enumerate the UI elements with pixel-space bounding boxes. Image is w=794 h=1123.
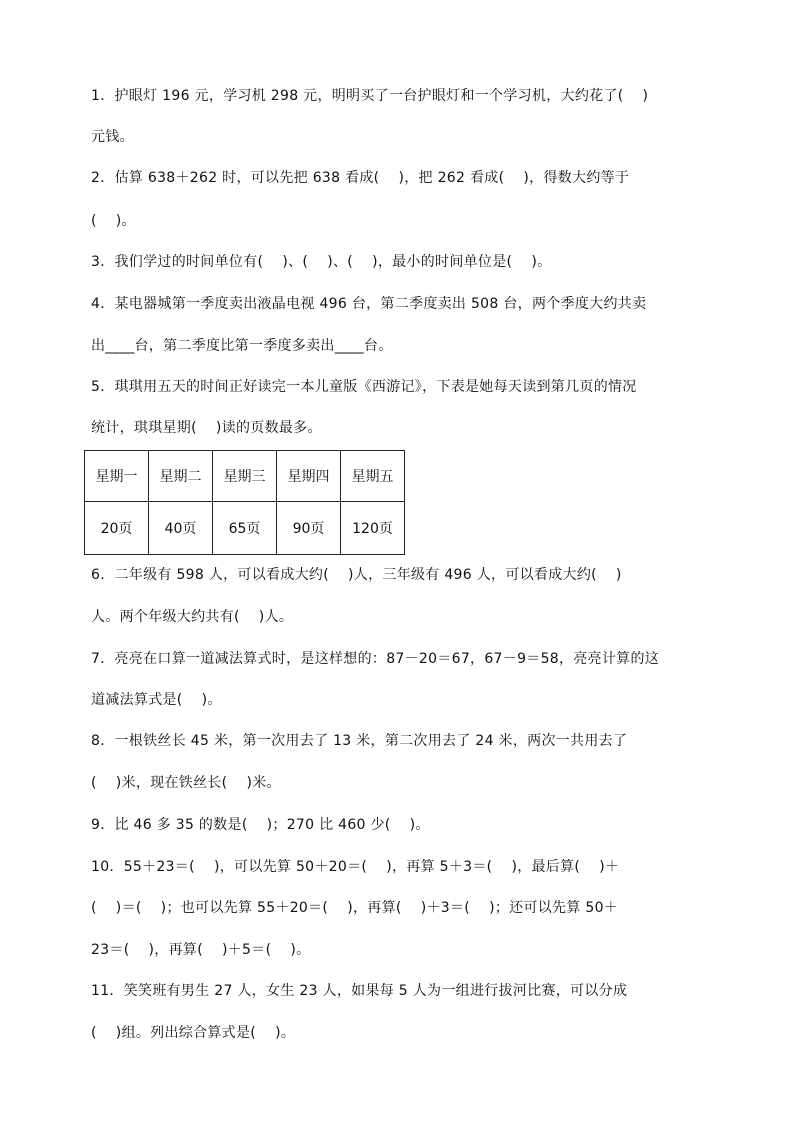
table-header-cell: 星期一 [85, 451, 149, 502]
q2-line1: 2．估算 638＋262 时，可以先把 638 看成( )，把 262 看成( )，得数大约等于 [91, 170, 630, 186]
q7-line1: 7．亮亮在口算一道减法算式时，是这样想的：87－20＝67，67－9＝58，亮亮计算的这 [91, 651, 660, 667]
reading-pages-table [84, 450, 405, 555]
table-cell: 65页 [213, 502, 277, 555]
table-header-cell: 星期三 [213, 451, 277, 502]
q2-line2: ( )。 [91, 213, 136, 229]
q1-line1: 1．护眼灯 196 元，学习机 298 元，明明买了一台护眼灯和一个学习机，大约花了( ) [91, 88, 649, 104]
q11-line2: ( )组。列出综合算式是( )。 [91, 1025, 296, 1041]
table-row [85, 502, 405, 555]
q7-line2: 道减法算式是( )。 [91, 692, 222, 708]
q6-line1: 6．二年级有 598 人，可以看成大约( )人，三年级有 496 人，可以看成大约( ) [91, 567, 622, 583]
q1-line2: 元钱。 [91, 129, 134, 145]
table-cell: 120页 [341, 502, 405, 555]
q5-line2: 统计，琪琪星期( )读的页数最多。 [91, 420, 322, 436]
q9-line1: 9．比 46 多 35 的数是( )；270 比 460 少( )。 [91, 817, 430, 833]
table-header-cell: 星期五 [341, 451, 405, 502]
table-header-cell: 星期二 [149, 451, 213, 502]
q5-line1: 5．琪琪用五天的时间正好读完一本儿童版《西游记》，下表是她每天读到第几页的情况 [91, 379, 637, 395]
table-cell: 90页 [277, 502, 341, 555]
q11-line1: 11．笑笑班有男生 27 人，女生 23 人，如果每 5 人为一组进行拔河比赛，可以分成 [91, 983, 628, 999]
q6-line2: 人。两个年级大约共有( )人。 [91, 609, 294, 625]
q10-line3: 23＝( )，再算( )＋5＝( )。 [91, 942, 311, 958]
table-cell: 40页 [149, 502, 213, 555]
q10-line2: ( )＝( )；也可以先算 55＋20＝( )，再算( )＋3＝( )；还可以先算 50＋ [91, 900, 619, 916]
table-header-row [85, 451, 405, 502]
q4-line2: 出____台，第二季度比第一季度多卖出____台。 [91, 338, 393, 354]
table-header-cell: 星期四 [277, 451, 341, 502]
q4-line1: 4．某电器城第一季度卖出液晶电视 496 台，第二季度卖出 508 台，两个季度大约共卖 [91, 296, 647, 312]
q10-line1: 10．55＋23＝( )，可以先算 50＋20＝( )，再算 5＋3＝( )，最后算( )＋ [91, 859, 620, 875]
table-cell: 20页 [85, 502, 149, 555]
q8-line1: 8．一根铁丝长 45 米，第一次用去了 13 米，第二次用去了 24 米，两次一共用去了 [91, 733, 628, 749]
q3-line1: 3．我们学过的时间单位有( )、( )、( )，最小的时间单位是( )。 [91, 254, 552, 270]
q8-line2: ( )米，现在铁丝长( )米。 [91, 775, 281, 791]
